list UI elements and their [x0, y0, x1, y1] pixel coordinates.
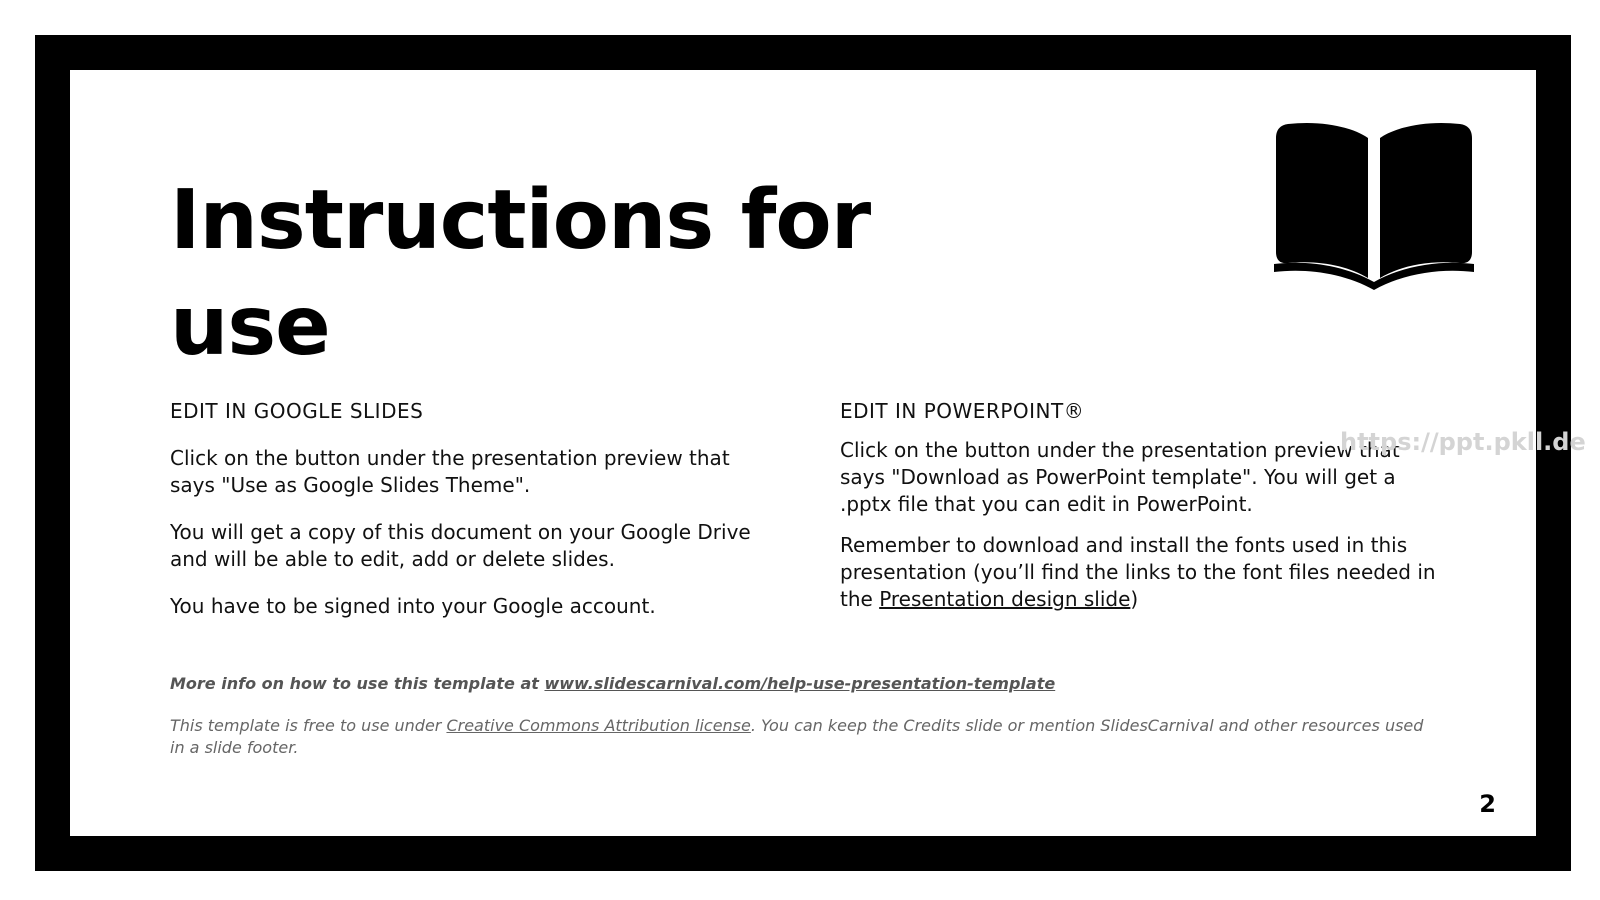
powerpoint-paragraph-2: [840, 532, 1440, 613]
open-book-icon: [1274, 122, 1474, 290]
slide-canvas: [70, 70, 1536, 836]
creative-commons-license-link[interactable]: Creative Commons Attribution license: [446, 716, 751, 735]
page-number: 2: [1479, 790, 1496, 818]
powerpoint-heading: EDIT IN POWERPOINT®: [840, 399, 1085, 423]
presentation-design-slide-link[interactable]: Presentation design slide: [879, 587, 1131, 611]
google-slides-paragraph-1: Click on the button under the presentation preview that says "Use as Google Slides Theme".: [170, 446, 730, 497]
google-slides-heading: EDIT IN GOOGLE SLIDES: [170, 399, 424, 423]
google-slides-paragraph-3: You have to be signed into your Google account.: [170, 594, 656, 618]
license-text-after: . You can keep the Credits slide or mention SlidesCarnival and other resources used in a slide footer.: [170, 716, 1424, 757]
watermark-text: https://ppt.pkll.de: [1340, 428, 1586, 456]
google-slides-section: [170, 398, 770, 640]
more-info-line: [170, 673, 1470, 695]
more-info-text: More info on how to use this template at: [170, 674, 545, 693]
help-url-link[interactable]: www.slidescarnival.com/help-use-presentation-template: [544, 674, 1056, 693]
slide-title: Instructions for use: [170, 173, 871, 374]
powerpoint-paragraph-1: Click on the button under the presentation preview that says "Download as PowerPoint template". You will get a .pptx file that you can edit in PowerPoint.: [840, 438, 1400, 516]
license-note: [170, 715, 1430, 759]
google-slides-paragraph-2: You will get a copy of this document on your Google Drive and will be able to edit, add or delete slides.: [170, 520, 751, 571]
license-text-before: This template is free to use under: [170, 716, 447, 735]
powerpoint-paragraph-2-end: ): [1130, 587, 1139, 611]
powerpoint-paragraph-2-text: Remember to download and install the fonts used in this presentation (you’ll find the links to the font files needed in the: [840, 533, 1436, 611]
